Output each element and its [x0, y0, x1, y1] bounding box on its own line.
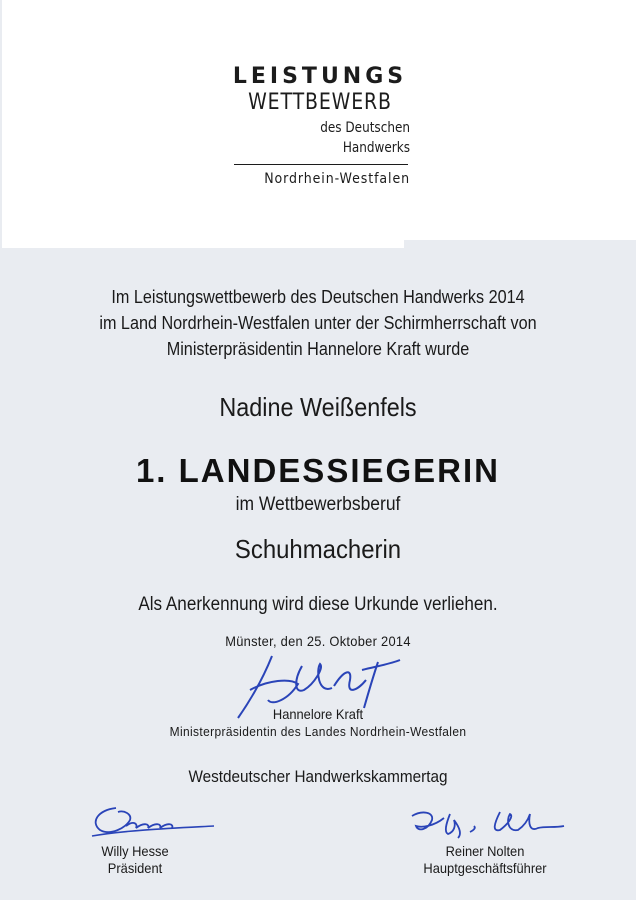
header-area-right: [404, 0, 636, 240]
logo-line-2: WETTBEWERB: [248, 90, 392, 115]
logo-line-3: des Deutschen Handwerks: [320, 120, 410, 156]
competition-logo: [230, 64, 410, 188]
signatory-main-role: Ministerpräsidentin des Landes Nordrhein-Westfalen: [169, 724, 467, 739]
nolten-signature: [404, 806, 574, 842]
logo-line-1: LEISTUNGS: [232, 64, 408, 89]
signatory-right-role: Hauptgeschäftsführer: [423, 860, 547, 876]
recipient-name: Nadine Weißenfels: [219, 392, 417, 422]
hesse-signature: [86, 802, 220, 840]
organization-name: Westdeutscher Handwerkskammertag: [188, 767, 448, 786]
signatory-right: [402, 843, 568, 877]
intro-line-1: Im Leistungswettbewerb des Deutschen Handwerks 2014: [111, 287, 525, 307]
intro-line-3: Ministerpräsidentin Hannelore Kraft wurde: [166, 339, 470, 359]
signatory-right-name: Reiner Nolten: [445, 843, 525, 859]
award-subtitle: im Wettbewerbsberuf: [235, 494, 401, 515]
place-date: Münster, den 25. Oktober 2014: [225, 633, 411, 649]
award-title: 1. LANDESSIEGERIN: [135, 452, 501, 489]
signatory-main-name: Hannelore Kraft: [272, 706, 364, 722]
intro-line-2: im Land Nordrhein-Westfalen unter der Schirmherrschaft von: [99, 313, 537, 333]
signatory-left-name: Willy Hesse: [101, 843, 169, 859]
profession: Schuhmacherin: [234, 534, 402, 564]
recognition-text: Als Anerkennung wird diese Urkunde verliehen.: [138, 594, 498, 615]
intro-text: [32, 284, 604, 362]
signatory-left-role: Präsident: [107, 860, 163, 876]
logo-line-4: Nordrhein-Westfalen: [264, 171, 410, 187]
signatory-left: [84, 843, 185, 877]
logo-divider: [234, 164, 408, 165]
